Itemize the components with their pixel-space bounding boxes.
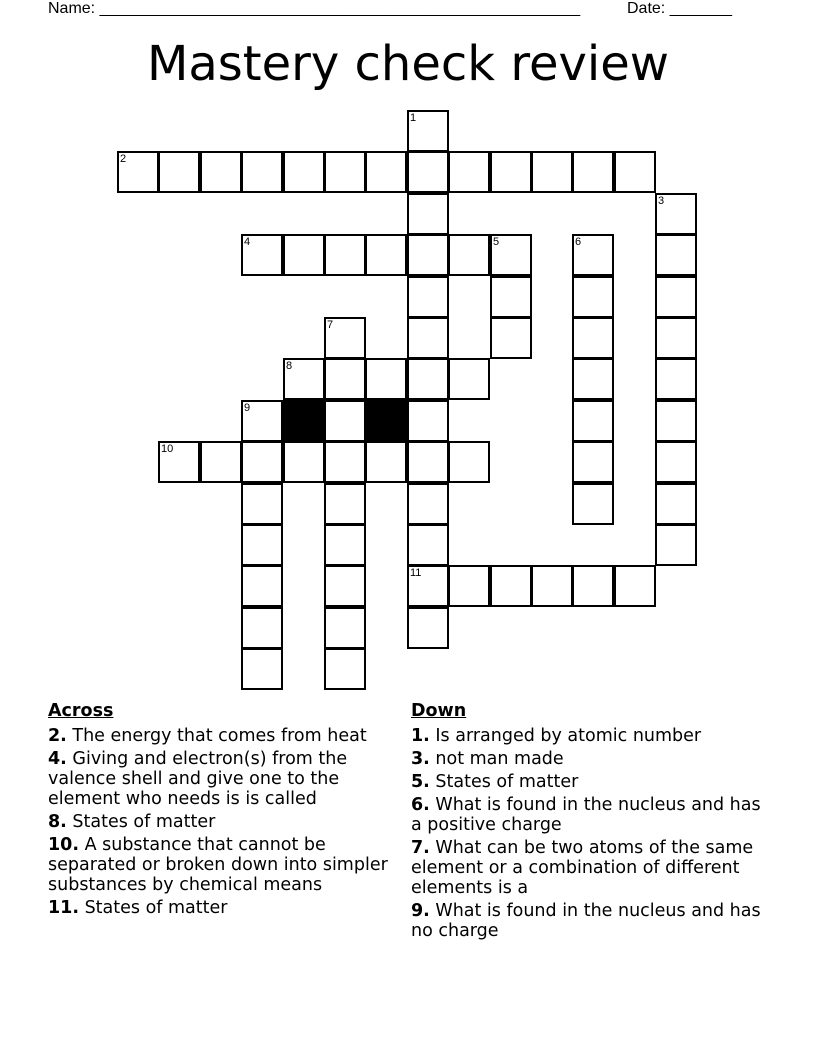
grid-cell[interactable] [655,483,697,525]
down-clue [411,726,771,746]
clue-number: 2 [120,153,127,165]
across-clue [48,898,408,918]
grid-cell[interactable] [241,648,283,690]
across-clue-list [48,726,408,918]
grid-cell[interactable] [241,565,283,607]
grid-cell[interactable] [283,358,325,400]
grid-cell[interactable] [490,565,532,607]
down-clue-list [411,726,771,941]
down-clue [411,901,771,941]
across-clue [48,726,408,746]
clue-number: 5 [493,236,500,248]
grid-cell[interactable] [365,358,407,400]
grid-cell[interactable] [448,565,490,607]
across-clue [48,812,408,832]
grid-cell[interactable] [572,151,614,193]
clue-text: What is found in the nucleus and has a positive charge [411,795,761,835]
grid-cell[interactable] [241,234,283,276]
grid-cell[interactable] [655,441,697,483]
clue-text: not man made [429,749,564,769]
clue-num: 2. [48,726,67,746]
grid-cell[interactable] [407,565,449,607]
grid-cell[interactable] [655,234,697,276]
name-field: Name: ______________________________________________________ [48,0,581,17]
clue-text: What can be two atoms of the same element or a combination of different elements is a [411,838,754,898]
clue-num: 11. [48,898,80,918]
grid-cell[interactable] [407,607,449,649]
grid-cell[interactable] [365,234,407,276]
grid-cell[interactable] [241,151,283,193]
grid-cell[interactable] [655,276,697,318]
grid-cell[interactable] [324,400,366,442]
clue-text: A substance that cannot be separated or broken down into simpler substances by chemical means [48,835,388,895]
grid-cell[interactable] [531,565,573,607]
grid-cell[interactable] [572,441,614,483]
down-clue [411,772,771,792]
down-clue [411,838,771,898]
grid-cell[interactable] [241,441,283,483]
grid-cell[interactable] [407,151,449,193]
grid-cell[interactable] [572,276,614,318]
grid-cell[interactable] [614,565,656,607]
grid-cell[interactable] [324,483,366,525]
grid-cell[interactable] [241,483,283,525]
grid-cell[interactable] [324,565,366,607]
grid-cell[interactable] [572,400,614,442]
grid-cell[interactable] [117,151,159,193]
page-title: Mastery check review [146,36,670,92]
grid-cell[interactable] [324,441,366,483]
clue-number: 7 [327,319,334,331]
grid-cell[interactable] [407,483,449,525]
grid-cell[interactable] [324,234,366,276]
grid-cell[interactable] [200,151,242,193]
grid-cell[interactable] [407,193,449,235]
across-heading: Across [48,701,114,721]
grid-cell[interactable] [614,151,656,193]
grid-cell[interactable] [283,151,325,193]
down-clues [411,701,771,944]
clue-num: 1. [411,726,430,746]
grid-cell[interactable] [448,441,490,483]
clue-num: 6. [411,795,430,815]
clue-num: 5. [411,772,430,792]
grid-cell[interactable] [490,234,532,276]
clue-num: 9. [411,901,430,921]
grid-cell[interactable] [407,276,449,318]
grid-cell[interactable] [448,151,490,193]
grid-cell[interactable] [448,234,490,276]
clue-number: 6 [575,236,582,248]
grid-cell[interactable] [572,483,614,525]
clue-number: 11 [410,567,422,579]
grid-cell[interactable] [324,648,366,690]
grid-cell[interactable] [572,565,614,607]
grid-cell[interactable] [490,276,532,318]
clue-num: 7. [411,838,430,858]
grid-cell[interactable] [572,317,614,359]
grid-cell[interactable] [283,441,325,483]
down-clue [411,795,771,835]
grid-cell[interactable] [158,441,200,483]
across-clues [48,701,408,921]
clue-num: 8. [48,812,67,832]
grid-cell[interactable] [241,524,283,566]
grid-cell[interactable] [324,607,366,649]
grid-cell[interactable] [365,441,407,483]
grid-cell[interactable] [655,400,697,442]
clue-number: 10 [161,443,174,455]
clue-text: What is found in the nucleus and has no charge [411,901,761,941]
grid-cell[interactable] [448,358,490,400]
clue-num: 3. [411,749,430,769]
grid-cell[interactable] [324,151,366,193]
grid-cell[interactable] [241,607,283,649]
across-clue [48,835,408,895]
grid-cell[interactable] [407,524,449,566]
clue-number: 9 [244,402,251,414]
grid-cell[interactable] [158,151,200,193]
clue-text: States of matter [66,812,216,832]
grid-cell[interactable] [655,193,697,235]
grid-cell[interactable] [283,234,325,276]
across-clue [48,749,408,809]
grid-cell[interactable] [324,317,366,359]
grid-cell[interactable] [572,358,614,400]
grid-cell[interactable] [655,358,697,400]
black-cell [365,400,407,442]
grid-cell[interactable] [655,317,697,359]
grid-cell[interactable] [324,524,366,566]
clue-number: 4 [244,236,251,248]
grid-cell[interactable] [407,317,449,359]
grid-cell[interactable] [407,400,449,442]
clue-text: Is arranged by atomic number [429,726,702,746]
grid-cell[interactable] [324,358,366,400]
down-clue [411,749,771,769]
grid-cell[interactable] [655,524,697,566]
grid-cell[interactable] [407,441,449,483]
clue-num: 10. [48,835,80,855]
date-field: Date: _______ [627,0,732,17]
clue-number: 3 [658,195,665,207]
grid-cell[interactable] [241,400,283,442]
grid-cell[interactable] [200,441,242,483]
grid-cell[interactable] [407,110,449,152]
clue-text: Giving and electron(s) from the valence shell and give one to the element who needs is is called [48,749,348,809]
clue-text: The energy that comes from heat [66,726,367,746]
grid-cell[interactable] [407,234,449,276]
grid-cell[interactable] [531,151,573,193]
grid-cell[interactable] [365,151,407,193]
clue-text: States of matter [429,772,579,792]
clue-number: 1 [410,112,417,124]
grid-cell[interactable] [490,151,532,193]
clue-num: 4. [48,749,67,769]
grid-cell[interactable] [407,358,449,400]
black-cell [283,400,325,442]
clue-text: States of matter [79,898,228,918]
clue-number: 8 [286,360,293,372]
down-heading: Down [411,701,467,721]
grid-cell[interactable] [572,234,614,276]
grid-cell[interactable] [490,317,532,359]
